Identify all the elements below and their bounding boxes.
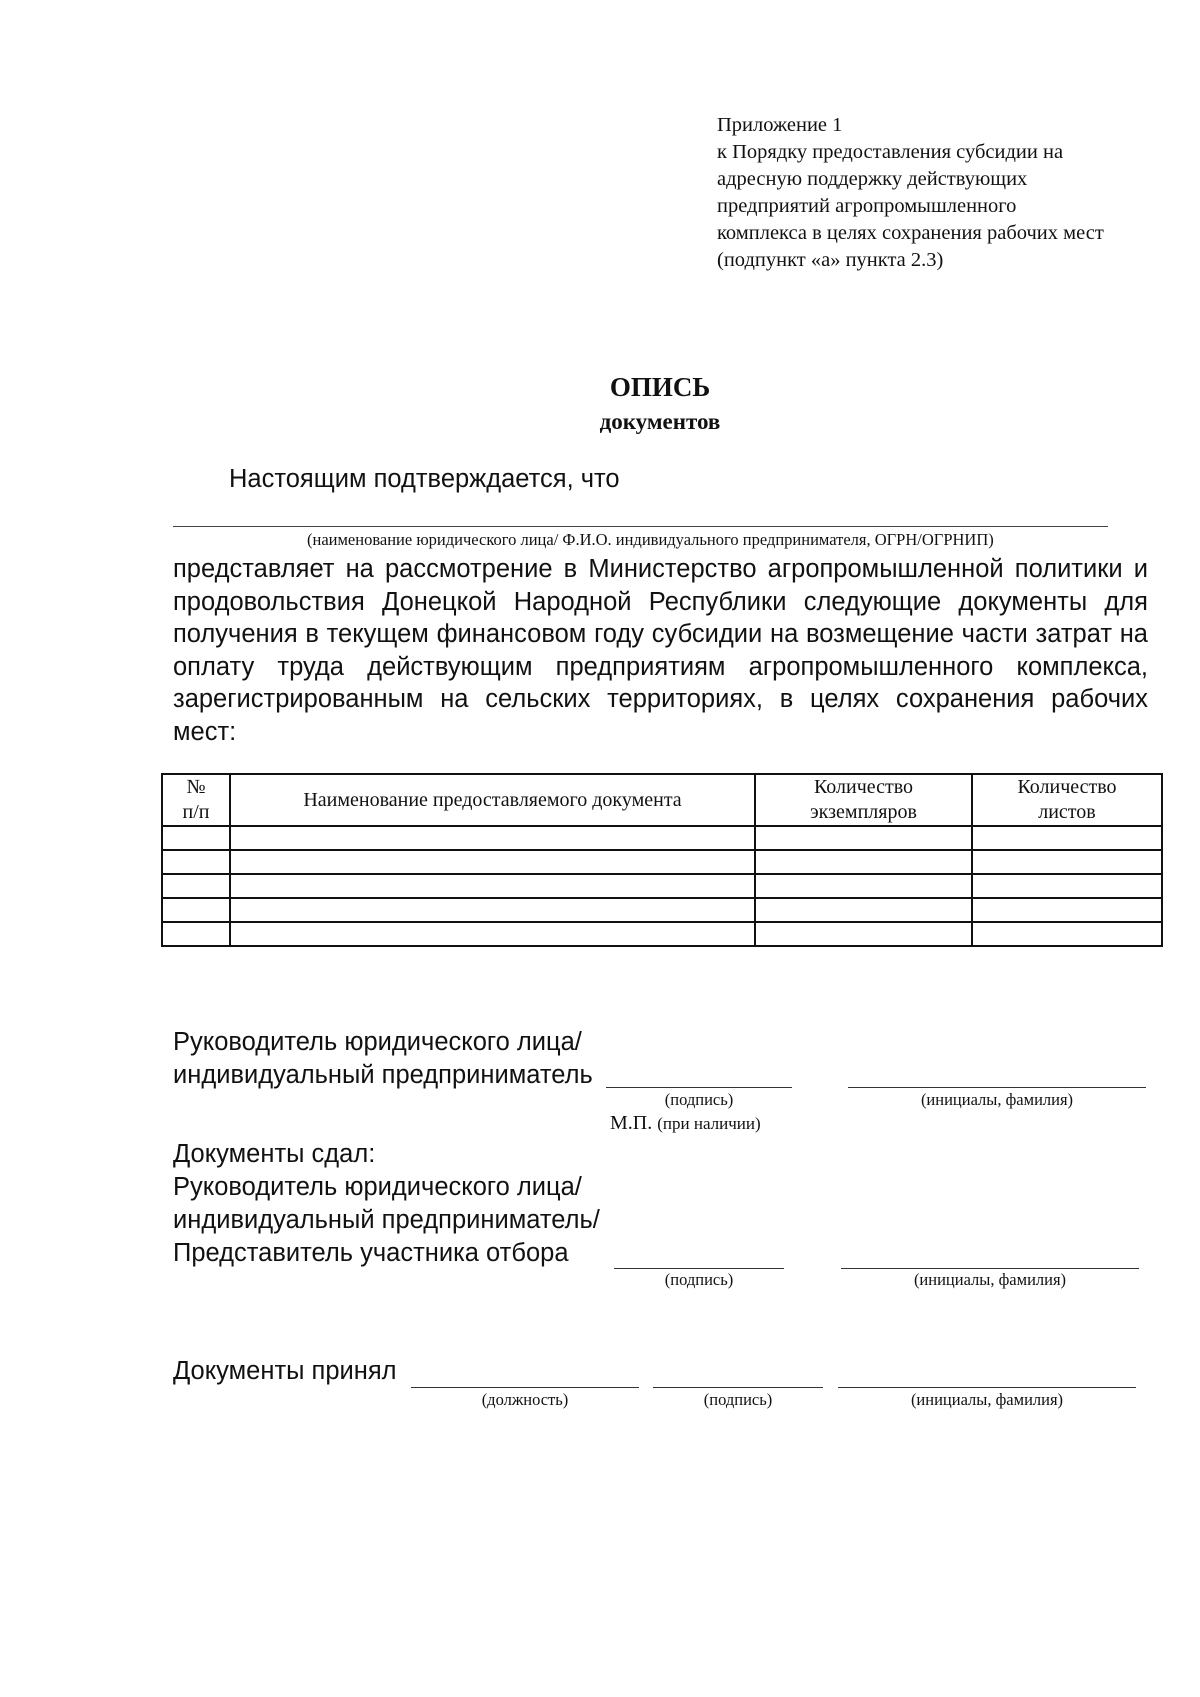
- stamp-place: [610, 1112, 761, 1135]
- submitted-label-line2: Руководитель юридического лица/: [173, 1173, 582, 1201]
- table-cell[interactable]: [230, 922, 755, 946]
- accepted-label: Документы принял: [173, 1357, 397, 1385]
- table-cell[interactable]: [162, 922, 230, 946]
- appendix-line: Приложение 1: [717, 114, 843, 136]
- header-document-name: Наименование предоставляемого документа: [230, 774, 755, 826]
- table-cell[interactable]: [755, 850, 972, 874]
- header-sheets: [972, 774, 1162, 826]
- table-cell[interactable]: [162, 898, 230, 922]
- applicant-name-line[interactable]: [173, 526, 1108, 527]
- header-sheets-line1: Количество: [1017, 776, 1117, 798]
- accepted-position-caption: (должность): [481, 1390, 569, 1409]
- header-num: [162, 774, 230, 826]
- table-cell[interactable]: [972, 826, 1162, 850]
- head-signatory-label: [173, 1026, 593, 1092]
- table-cell[interactable]: [755, 874, 972, 898]
- table-cell[interactable]: [230, 874, 755, 898]
- stamp-note: (при наличии): [657, 1114, 761, 1133]
- accepted-signature-caption: (подпись): [703, 1390, 773, 1409]
- submitted-name-line[interactable]: [841, 1268, 1139, 1269]
- body-paragraph: представляет на рассмотрение в Министерство агропромышленной политики и продовольствия Донецкой Народной Республики следующие документы для получения в текущем финансовом году субсидии на возмещение части затрат на оплату труда действующим предприятиям агропромышленного комплекса, зарегистрированным на сельских территориях, в целях сохранения рабочих мест:: [173, 555, 1148, 746]
- table-cell[interactable]: [230, 850, 755, 874]
- submitted-signature-caption: (подпись): [664, 1270, 734, 1289]
- table-row: [162, 874, 1162, 898]
- head-label-line1: Руководитель юридического лица/: [173, 1028, 582, 1056]
- appendix-line: к Порядку предоставления субсидии на: [717, 141, 1064, 163]
- head-name-line[interactable]: [848, 1087, 1146, 1088]
- documents-table: [161, 773, 1163, 947]
- table-cell[interactable]: [755, 922, 972, 946]
- head-label-line2: индивидуальный предприниматель: [173, 1061, 593, 1089]
- table-cell[interactable]: [972, 874, 1162, 898]
- table-row: [162, 850, 1162, 874]
- table-row: [162, 826, 1162, 850]
- header-copies-line2: экземпляров: [810, 801, 917, 823]
- accepted-signature-line[interactable]: [653, 1387, 823, 1388]
- confirm-text: Настоящим подтверждается, что: [229, 465, 620, 493]
- table-cell[interactable]: [230, 898, 755, 922]
- applicant-name-caption: (наименование юридического лица/ Ф.И.О. индивидуального предпринимателя, ОГРН/ОГРНИП): [307, 530, 994, 549]
- accepted-name-caption: (инициалы, фамилия): [910, 1390, 1064, 1409]
- submitted-name-caption: (инициалы, фамилия): [913, 1270, 1067, 1289]
- submitted-signature-line[interactable]: [614, 1268, 784, 1269]
- table-cell[interactable]: [162, 850, 230, 874]
- header-copies-line1: Количество: [813, 776, 914, 798]
- table-cell[interactable]: [755, 826, 972, 850]
- table-cell[interactable]: [230, 826, 755, 850]
- appendix-note: [717, 112, 1104, 274]
- table-cell[interactable]: [162, 826, 230, 850]
- table-row: [162, 922, 1162, 946]
- submitted-label: [173, 1138, 600, 1270]
- table-row: [162, 898, 1162, 922]
- submitted-label-line1: Документы сдал:: [173, 1140, 376, 1168]
- appendix-line: адресную поддержку действующих: [717, 168, 1028, 190]
- table-cell[interactable]: [162, 874, 230, 898]
- table-cell[interactable]: [972, 898, 1162, 922]
- header-num-line2: п/п: [182, 801, 210, 823]
- table-cell[interactable]: [972, 850, 1162, 874]
- stamp-label: М.П.: [610, 1112, 653, 1134]
- header-sheets-line2: листов: [1038, 801, 1096, 823]
- table-header-row: [162, 774, 1162, 826]
- table-cell[interactable]: [972, 922, 1162, 946]
- header-copies: [755, 774, 972, 826]
- appendix-line: комплекса в целях сохранения рабочих мест: [717, 222, 1104, 244]
- head-signature-caption: (подпись): [664, 1090, 734, 1109]
- accepted-name-line[interactable]: [838, 1387, 1136, 1388]
- document-subtitle: документов: [599, 409, 721, 434]
- submitted-label-line4: Представитель участника отбора: [173, 1239, 569, 1267]
- document-title: ОПИСЬ: [609, 372, 711, 402]
- appendix-line: предприятий агропромышленного: [717, 195, 1017, 217]
- head-name-caption: (инициалы, фамилия): [920, 1090, 1074, 1109]
- header-num-line1: №: [186, 776, 206, 798]
- accepted-position-line[interactable]: [411, 1387, 639, 1388]
- appendix-line: (подпункт «а» пункта 2.3): [717, 249, 944, 271]
- head-signature-line[interactable]: [606, 1087, 792, 1088]
- submitted-label-line3: индивидуальный предприниматель/: [173, 1206, 600, 1234]
- table-cell[interactable]: [755, 898, 972, 922]
